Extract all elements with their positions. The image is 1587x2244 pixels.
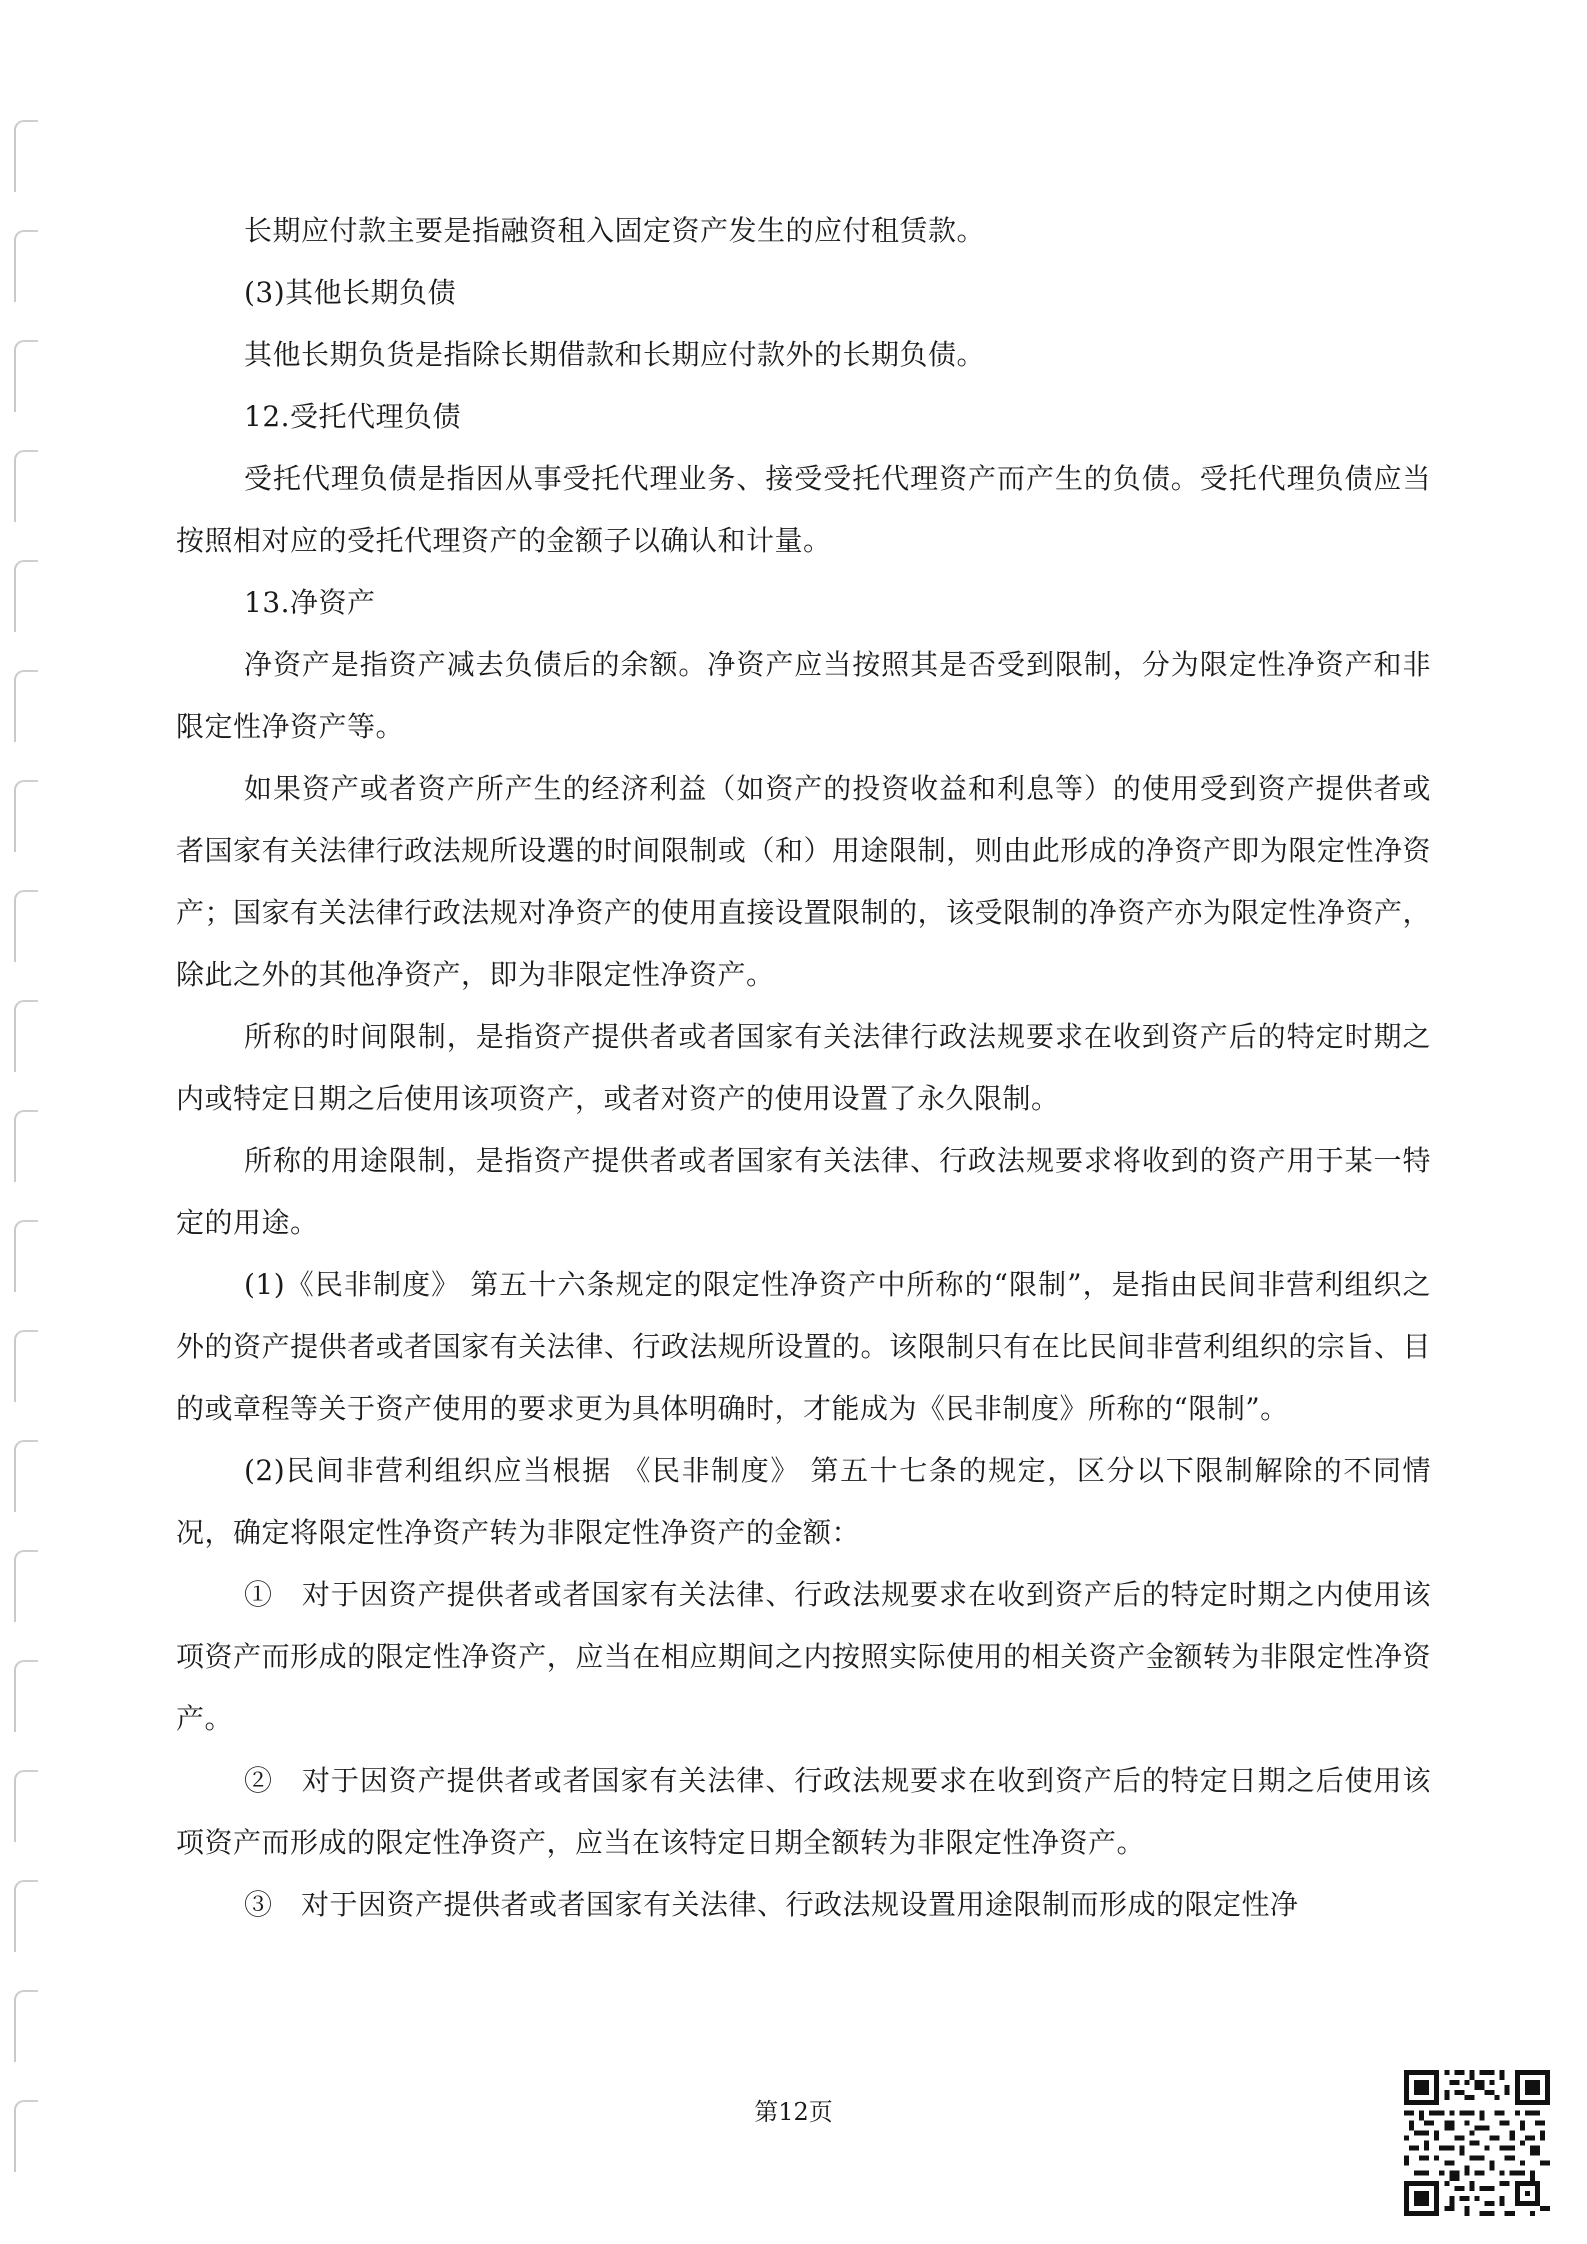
paragraph: 受托代理负债是指因从事受托代理业务、接受受托代理资产而产生的负债。受托代理负债应当按照相对应的受托代理资产的金额子以确认和计量。 — [176, 462, 1431, 557]
binding-mark — [14, 560, 38, 632]
binding-mark — [14, 1550, 38, 1622]
binding-mark — [14, 890, 38, 962]
binding-mark — [14, 1770, 38, 1842]
binding-mark — [14, 1000, 38, 1072]
binding-mark — [14, 780, 38, 852]
binding-mark — [14, 230, 38, 302]
binding-mark — [14, 1990, 38, 2062]
paragraph: 所称的用途限制，是指资产提供者或者国家有关法律、行政法规要求将收到的资产用于某一特定的用途。 — [176, 1144, 1431, 1239]
qr-code-icon — [1404, 2070, 1550, 2216]
binding-mark — [14, 1110, 38, 1182]
page-number: 第12页 — [754, 2098, 833, 2126]
binding-mark — [14, 1440, 38, 1512]
binding-edge — [8, 30, 48, 2210]
section-heading: 13.净资产 — [244, 586, 376, 619]
paragraph: 其他长期负货是指除长期借款和长期应付款外的长期负债。 — [244, 338, 986, 371]
list-item: ② 对于因资产提供者或者国家有关法律、行政法规要求在收到资产后的特定日期之后使用该项资产而形成的限定性净资产，应当在该特定日期全额转为非限定性净资产。 — [176, 1764, 1431, 1859]
list-item: ③ 对于因资产提供者或者国家有关法律、行政法规设置用途限制而形成的限定性净 — [244, 1888, 1299, 1921]
binding-mark — [14, 1330, 38, 1402]
binding-mark — [14, 670, 38, 742]
section-heading: 12.受托代理负债 — [244, 400, 462, 433]
binding-mark — [14, 340, 38, 412]
binding-mark — [14, 1880, 38, 1952]
list-item: ① 对于因资产提供者或者国家有关法律、行政法规要求在收到资产后的特定时期之内使用该项资产而形成的限定性净资产，应当在相应期间之内按照实际使用的相关资产金额转为非限定性净资产。 — [176, 1578, 1431, 1735]
binding-mark — [14, 1660, 38, 1732]
paragraph: (1)《民非制度》 第五十六条规定的限定性净资产中所称的“限制”，是指由民间非营利组织之外的资产提供者或者国家有关法律、行政法规所设置的。该限制只有在比民间非营利组织的宗旨、目的或章程等关于资产使用的要求更为具体明确时，才能成为《民非制度》所称的“限制”。 — [176, 1268, 1431, 1425]
binding-mark — [14, 450, 38, 522]
paragraph: 净资产是指资产减去负债后的余额。净资产应当按照其是否受到限制，分为限定性净资产和非限定性净资产等。 — [176, 648, 1431, 743]
paragraph: 如果资产或者资产所产生的经济利益（如资产的投资收益和利息等）的使用受到资产提供者或者国家有关法律行政法规所设選的时间限制或（和）用途限制，则由此形成的净资产即为限定性净资产；国家有关法律行政法规对净资产的使用直接设置限制的，该受限制的净资产亦为限定性净资产，除此之外的其他净资产，即为非限定性净资产。 — [176, 772, 1431, 991]
paragraph: (2)民间非营利组织应当根据 《民非制度》 第五十七条的规定，区分以下限制解除的不同情况，确定将限定性净资产转为非限定性净资产的金额： — [176, 1454, 1431, 1549]
binding-mark — [14, 120, 38, 192]
paragraph: 长期应付款主要是指融资租入固定资产发生的应付租赁款。 — [244, 214, 986, 247]
paragraph: 所称的时间限制，是指资产提供者或者国家有关法律行政法规要求在收到资产后的特定时期之内或特定日期之后使用该项资产，或者对资产的使用设置了永久限制。 — [176, 1020, 1431, 1115]
section-heading: (3)其他长期负债 — [244, 276, 457, 309]
document-body — [176, 200, 1431, 1936]
binding-mark — [14, 1220, 38, 1292]
